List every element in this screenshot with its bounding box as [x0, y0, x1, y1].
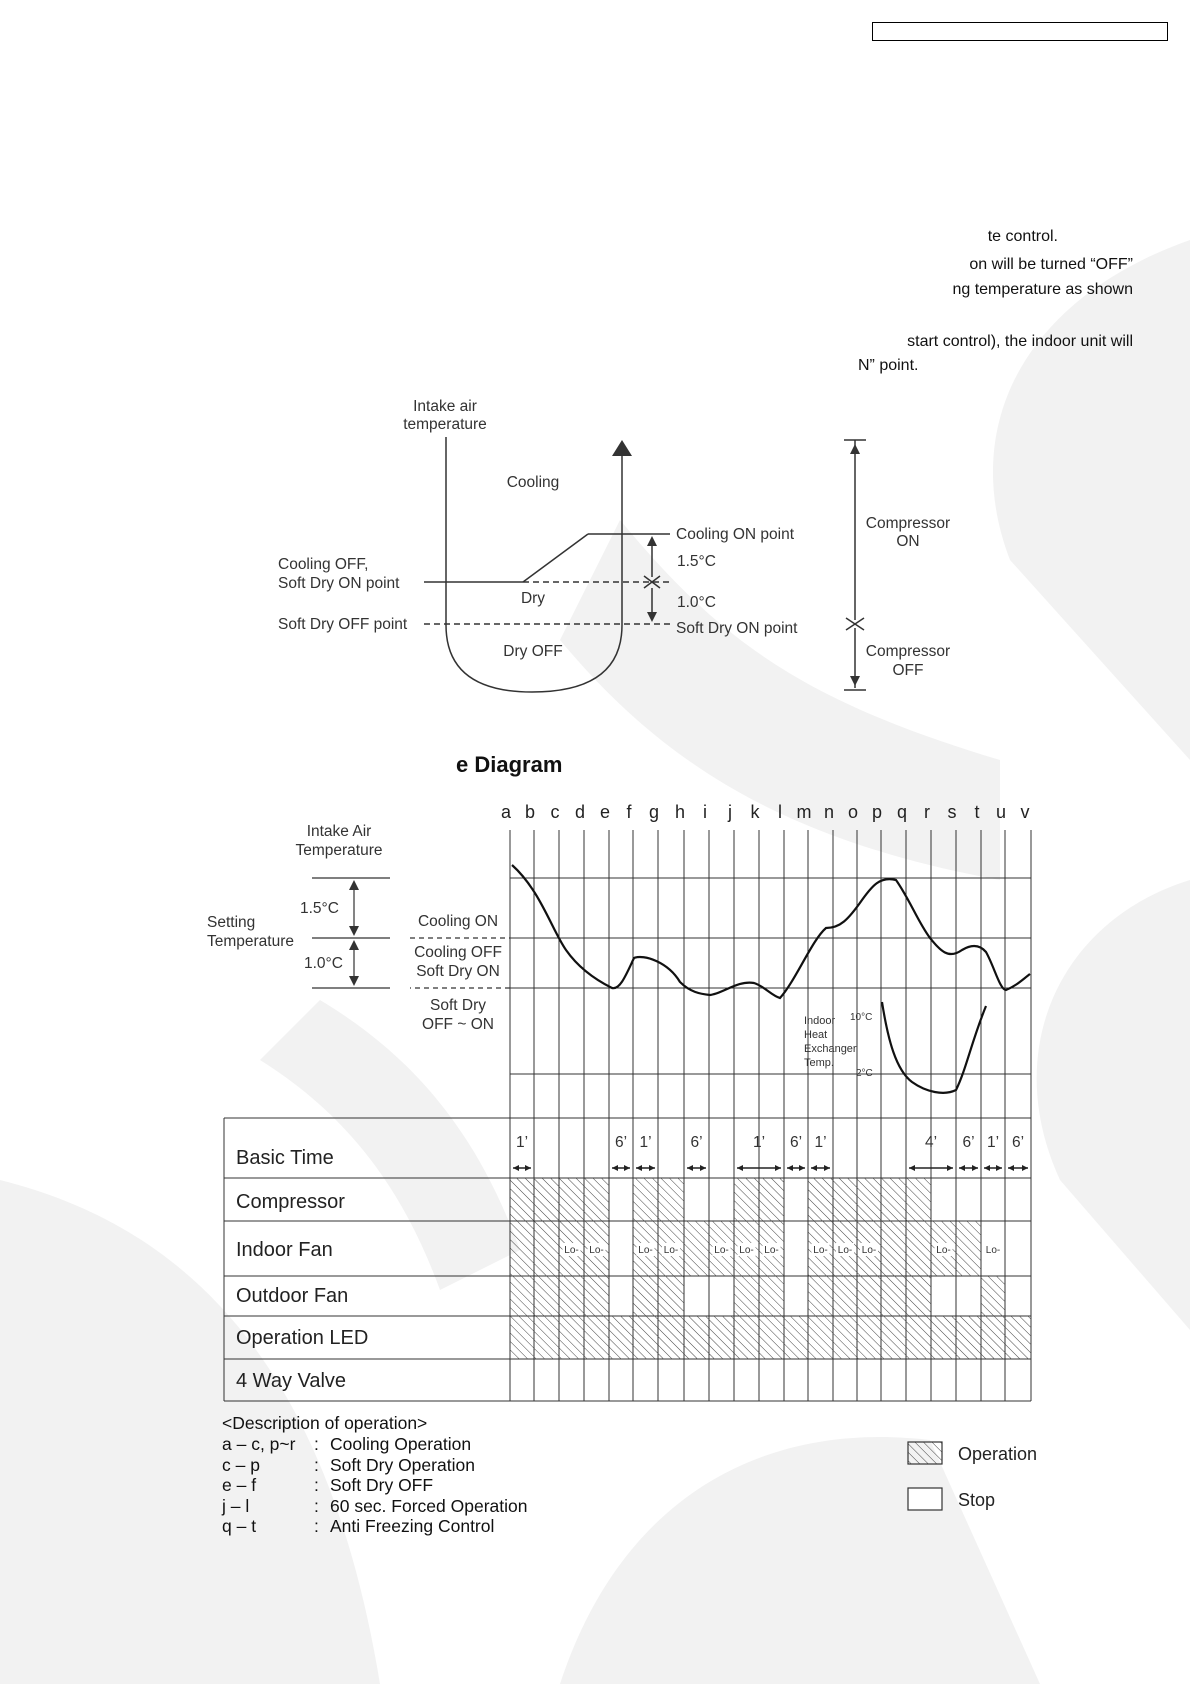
arrow-head: [775, 1165, 781, 1171]
description-item: [222, 1496, 722, 1517]
dry-off-zone-label: Dry OFF: [503, 643, 563, 660]
hex-label-3: Exchanger: [804, 1043, 857, 1055]
arrow-head: [787, 1165, 793, 1171]
arrow-head: [513, 1165, 519, 1171]
row-label-indoor-fan: Indoor Fan: [236, 1239, 333, 1261]
time-point-label: q: [896, 802, 908, 822]
arrow-head: [909, 1165, 915, 1171]
arrow-head: [811, 1165, 817, 1171]
time-point-label: d: [574, 802, 586, 822]
paragraph-line-3: ng temperature as shown: [952, 281, 1133, 298]
time-point-label: o: [847, 802, 859, 822]
operation-block: [734, 1276, 784, 1316]
arrow-head: [525, 1165, 531, 1171]
time-point-label: l: [778, 802, 782, 822]
basic-time-label: 1’: [986, 1134, 1000, 1151]
legend-operation-label: Operation: [958, 1444, 1038, 1464]
description-text: Cooling Operation: [330, 1434, 472, 1454]
operation-block: [510, 1221, 534, 1276]
time-point-label: f: [626, 802, 632, 822]
basic-time-label: 6’: [789, 1134, 803, 1151]
arrow-head: [799, 1165, 805, 1171]
compressor-on-label-1: Compressor: [865, 515, 951, 532]
paragraph-line-5: N” point.: [858, 357, 919, 374]
paragraph-line-4: start control), the indoor unit will: [907, 333, 1133, 350]
arrow-head: [687, 1165, 693, 1171]
time-point-label: p: [871, 802, 883, 822]
arrow-head: [612, 1165, 618, 1171]
basic-time-label: 1’: [814, 1134, 827, 1151]
section-title: e Diagram: [456, 752, 563, 777]
time-point-label: t: [974, 802, 980, 822]
description-text: 60 sec. Forced Operation: [330, 1495, 528, 1516]
hex-2c-label: 2°C: [856, 1068, 873, 1079]
cooling-off-label-1: Cooling OFF,: [278, 556, 369, 573]
time-point-label: r: [924, 802, 930, 822]
description-sep: :: [314, 1475, 319, 1495]
description-sep: :: [314, 1495, 319, 1516]
diff-upper-label: 1.5°C: [300, 900, 339, 917]
basic-time-label: 6’: [690, 1134, 703, 1151]
basic-time-label: 6’: [962, 1134, 975, 1151]
arrow-head: [624, 1165, 630, 1171]
time-point-label: m: [796, 802, 812, 822]
compressor-off-label-2: OFF: [892, 662, 924, 679]
time-point-label: k: [750, 802, 760, 822]
row-label-compressor: Compressor: [236, 1191, 345, 1213]
fan-lo-label: Lo-: [813, 1245, 828, 1256]
basic-time-label: 4’: [924, 1134, 938, 1151]
fan-lo-label: Lo-: [714, 1245, 729, 1256]
legend-operation-swatch: [908, 1442, 942, 1464]
compressor-on-label-2: ON: [896, 533, 920, 550]
intake-air-temperature-curve: [512, 865, 1030, 998]
diff-lower-label: 1.0°C: [677, 594, 716, 611]
description-item: [222, 1516, 722, 1537]
off-on-label: OFF ~ ON: [422, 1016, 494, 1033]
description-range: c – p: [222, 1454, 260, 1475]
diff-upper-label: 1.5°C: [677, 553, 716, 570]
arrow-head: [737, 1165, 743, 1171]
row-label-basic-time: Basic Time: [236, 1147, 334, 1169]
cooling-off-label: Cooling OFF: [414, 944, 502, 961]
operation-block: [510, 1178, 609, 1221]
description-range: e – f: [222, 1475, 257, 1495]
heat-exchanger-temperature-curve: [882, 1002, 986, 1093]
time-point-label: j: [728, 802, 732, 822]
description-sep: :: [314, 1454, 319, 1475]
description-sep: :: [314, 1516, 319, 1536]
arrow-head: [700, 1165, 706, 1171]
arrow-head: [1022, 1165, 1028, 1171]
fan-lo-label: Lo-: [663, 1245, 679, 1256]
operation-block: [633, 1276, 684, 1316]
paragraph-line-2: on will be turned “OFF”: [969, 256, 1133, 273]
row-label-outdoor-fan: Outdoor Fan: [236, 1285, 349, 1307]
basic-time-label: 6’: [614, 1134, 628, 1151]
compressor-off-label-1: Compressor: [865, 643, 951, 660]
description-header: <Description of operation>: [222, 1413, 428, 1433]
soft-dry-on-label: Soft Dry ON: [416, 963, 500, 980]
operation-block: [808, 1276, 931, 1316]
basic-time-labels: [516, 1134, 1024, 1151]
fan-lo-label: Lo-: [764, 1245, 779, 1256]
description-item: [222, 1475, 722, 1496]
fan-lo-label: Lo-: [638, 1245, 653, 1256]
arrow-head: [996, 1165, 1002, 1171]
operation-block: [510, 1316, 1031, 1359]
hex-label-4: Temp.: [804, 1057, 834, 1069]
description-item: [222, 1434, 722, 1455]
legend-stop-swatch: [908, 1488, 942, 1510]
time-point-label: e: [599, 802, 611, 822]
description-range: q – t: [222, 1516, 257, 1536]
arrow-head: [972, 1165, 978, 1171]
arrow-head: [824, 1165, 830, 1171]
row-label-4-way-valve: 4 Way Valve: [236, 1370, 347, 1392]
legend-stop-label: Stop: [958, 1490, 996, 1510]
basic-time-label: 6’: [1011, 1134, 1025, 1151]
arrow-head: [636, 1165, 642, 1171]
basic-time-label: 1’: [515, 1134, 529, 1151]
time-point-label: s: [947, 802, 957, 822]
cooling-on-point-label: Cooling ON point: [676, 526, 795, 543]
time-point-label: n: [823, 802, 835, 822]
fan-lo-label: Lo-: [739, 1245, 754, 1256]
fan-lo-label: Lo-: [564, 1245, 579, 1256]
time-point-labels: [501, 802, 1030, 822]
hex-10c-label: 10°C: [850, 1012, 873, 1023]
cooling-on-label: Cooling ON: [417, 913, 499, 930]
description-range: j – l: [222, 1495, 250, 1516]
time-point-label: v: [1020, 802, 1030, 822]
description-item: [222, 1455, 722, 1476]
fan-lo-label: Lo-: [985, 1245, 1001, 1256]
description-text: Soft Dry OFF: [330, 1475, 434, 1495]
arrow-head: [1008, 1165, 1014, 1171]
setting-temp-label-2: Temperature: [207, 933, 295, 950]
intake-air-label-1: Intake Air: [306, 823, 372, 840]
description-list: [222, 1434, 722, 1537]
basic-time-arrows: [513, 1165, 1028, 1171]
arrow-head: [947, 1165, 953, 1171]
arrow-head: [959, 1165, 965, 1171]
cooling-zone-label: Cooling: [506, 474, 560, 491]
time-point-label: i: [703, 802, 707, 822]
operation-hatch-blocks: [510, 1178, 1031, 1359]
basic-time-label: 1’: [639, 1134, 652, 1151]
fan-lo-label: Lo-: [837, 1245, 853, 1256]
soft-dry-label: Soft Dry: [430, 997, 486, 1014]
time-point-label: u: [995, 802, 1007, 822]
basic-time-label: 1’: [752, 1134, 766, 1151]
intake-air-label-2: temperature: [403, 416, 487, 433]
time-point-label: c: [550, 802, 560, 822]
soft-dry-threshold-diagram: [0, 380, 1190, 700]
soft-dry-off-point-label: Soft Dry OFF point: [278, 616, 408, 633]
time-point-label: b: [524, 802, 536, 822]
operation-block: [981, 1276, 1005, 1316]
hex-label-1: Indoor: [804, 1015, 836, 1027]
time-point-label: a: [500, 802, 512, 822]
fan-lo-label: Lo-: [589, 1245, 604, 1256]
operation-block: [808, 1178, 931, 1221]
paragraph-line-1: te control.: [987, 228, 1058, 245]
soft-dry-on-point-label: Soft Dry ON point: [676, 620, 798, 637]
header-box: [872, 22, 1168, 41]
diff-lower-label: 1.0°C: [304, 955, 343, 972]
description-text: Soft Dry Operation: [330, 1454, 475, 1475]
time-point-label: g: [648, 802, 660, 822]
operation-block: [734, 1178, 784, 1221]
hex-label-2: Heat: [804, 1029, 828, 1041]
operation-block: [633, 1178, 684, 1221]
description-text: Anti Freezing Control: [330, 1516, 495, 1536]
legend: [900, 1436, 1100, 1516]
arrow-head: [649, 1165, 655, 1171]
row-label-operation-led: Operation LED: [236, 1327, 369, 1349]
fan-lo-label: Lo-: [936, 1245, 951, 1256]
dry-zone-label: Dry: [520, 590, 546, 607]
operation-block: [510, 1276, 609, 1316]
setting-temp-label-1: Setting: [207, 914, 256, 931]
arrow-head: [984, 1165, 990, 1171]
description-range: a – c, p~r: [222, 1434, 296, 1454]
timing-diagram: [0, 790, 1190, 1410]
intake-air-label-1: Intake air: [413, 398, 477, 415]
time-point-label: h: [674, 802, 686, 822]
intake-air-label-2: Temperature: [295, 842, 383, 859]
description-sep: :: [314, 1434, 319, 1454]
fan-lo-label: Lo-: [861, 1245, 877, 1256]
cooling-off-label-2: Soft Dry ON point: [278, 575, 400, 592]
